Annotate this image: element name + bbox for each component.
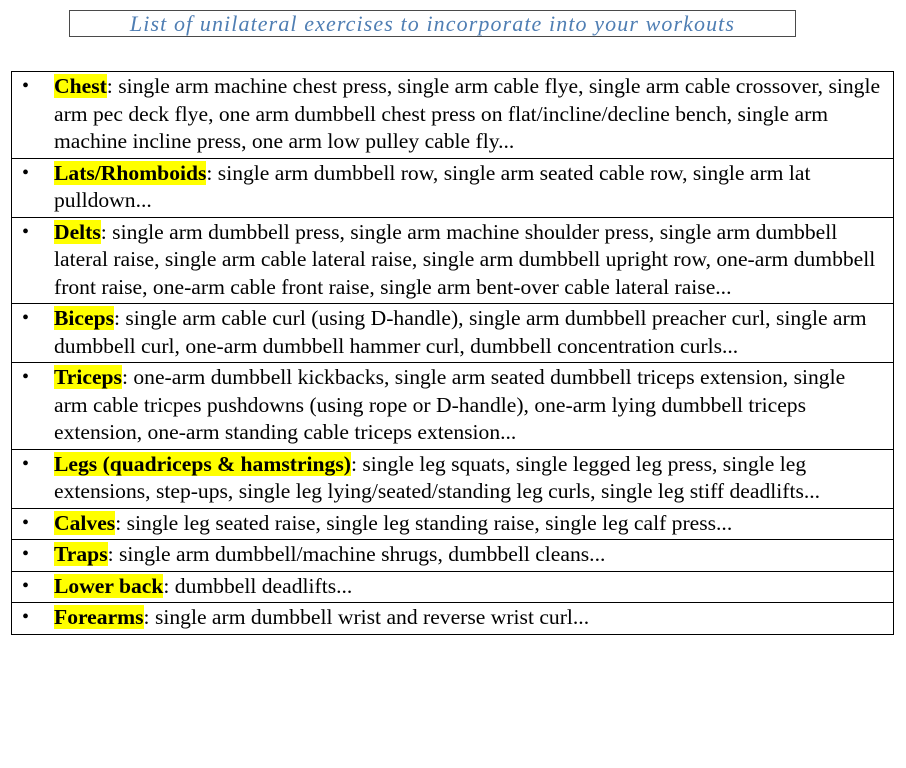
bullet-icon: •	[22, 161, 30, 184]
exercise-list-text: : single arm dumbbell press, single arm machine shoulder press, single arm dumbbell lateral raise, single arm cable lateral raise, single arm dumbbell upright row, one-arm dumbbell front raise, one-arm cable front raise, single arm bent-over cable lateral raise...	[54, 219, 876, 299]
list-item	[12, 509, 893, 540]
bullet-icon: •	[22, 220, 30, 243]
exercise-list-text: : single leg squats, single legged leg press, single leg extensions, step-ups, single leg lying/seated/standing leg curls, single leg stiff deadlifts...	[54, 451, 821, 503]
list-item	[12, 540, 893, 571]
exercise-list-text: : single arm machine chest press, single arm cable flye, single arm cable crossover, single arm pec deck flye, one arm dumbbell chest press on flat/incline/decline bench, single arm machine incline press, one arm low pulley cable fly...	[54, 74, 881, 153]
exercise-list-text: : dumbbell deadlifts...	[163, 573, 353, 598]
table-row	[12, 217, 894, 304]
table-row	[12, 603, 894, 635]
list-item	[12, 603, 893, 634]
table-row	[12, 158, 894, 217]
bullet-icon: •	[22, 366, 30, 388]
list-item	[12, 304, 893, 362]
exercise-list-text: : single arm cable curl (using D-handle), single arm dumbbell preacher curl, single arm dumbbell curl, one-arm dumbbell hammer curl, dumbbell concentration curls...	[54, 306, 867, 358]
table-row	[12, 571, 894, 603]
muscle-group-label: Biceps	[54, 306, 114, 330]
muscle-group-label: Lats/Rhomboids	[54, 160, 207, 185]
list-item	[12, 159, 893, 217]
muscle-group-label: Chest	[54, 74, 107, 98]
table-row	[12, 72, 894, 159]
bullet-icon: •	[22, 606, 30, 628]
muscle-group-label: Forearms	[54, 605, 144, 629]
muscle-group-label: Calves	[54, 510, 116, 535]
muscle-group-label: Legs (quadriceps & hamstrings)	[54, 451, 351, 476]
table-row	[12, 363, 894, 450]
bullet-icon: •	[22, 543, 30, 565]
bullet-icon: •	[22, 452, 30, 475]
bullet-icon: •	[22, 574, 30, 597]
table-row	[12, 304, 894, 363]
muscle-group-label: Lower back	[54, 573, 164, 598]
list-item	[12, 72, 893, 158]
muscle-group-label: Triceps	[54, 365, 122, 389]
bullet-icon: •	[22, 75, 30, 97]
list-item	[12, 363, 893, 449]
list-item	[12, 450, 893, 508]
list-item	[12, 572, 893, 603]
exercise-list-text: : single arm dumbbell/machine shrugs, dumbbell cleans...	[107, 542, 606, 566]
page-title: List of unilateral exercises to incorporate into your workouts	[69, 10, 796, 37]
muscle-group-label: Traps	[54, 542, 108, 566]
exercise-table	[11, 71, 894, 635]
table-row	[12, 508, 894, 540]
exercise-list-text: : single arm dumbbell row, single arm seated cable row, single arm lat pulldown...	[54, 160, 811, 212]
exercise-list-text: : single leg seated raise, single leg standing raise, single leg calf press...	[115, 510, 733, 535]
table-row	[12, 540, 894, 572]
list-item	[12, 218, 893, 304]
table-row	[12, 449, 894, 508]
exercise-list-text: : single arm dumbbell wrist and reverse wrist curl...	[143, 605, 590, 629]
bullet-icon: •	[22, 307, 30, 329]
muscle-group-label: Delts	[54, 219, 101, 244]
exercise-list-text: : one-arm dumbbell kickbacks, single arm seated dumbbell triceps extension, single arm cable tricpes pushdowns (using rope or D-handle), one-arm lying dumbbell triceps extension, one-arm standing cable triceps extension...	[54, 365, 846, 444]
bullet-icon: •	[22, 511, 30, 534]
